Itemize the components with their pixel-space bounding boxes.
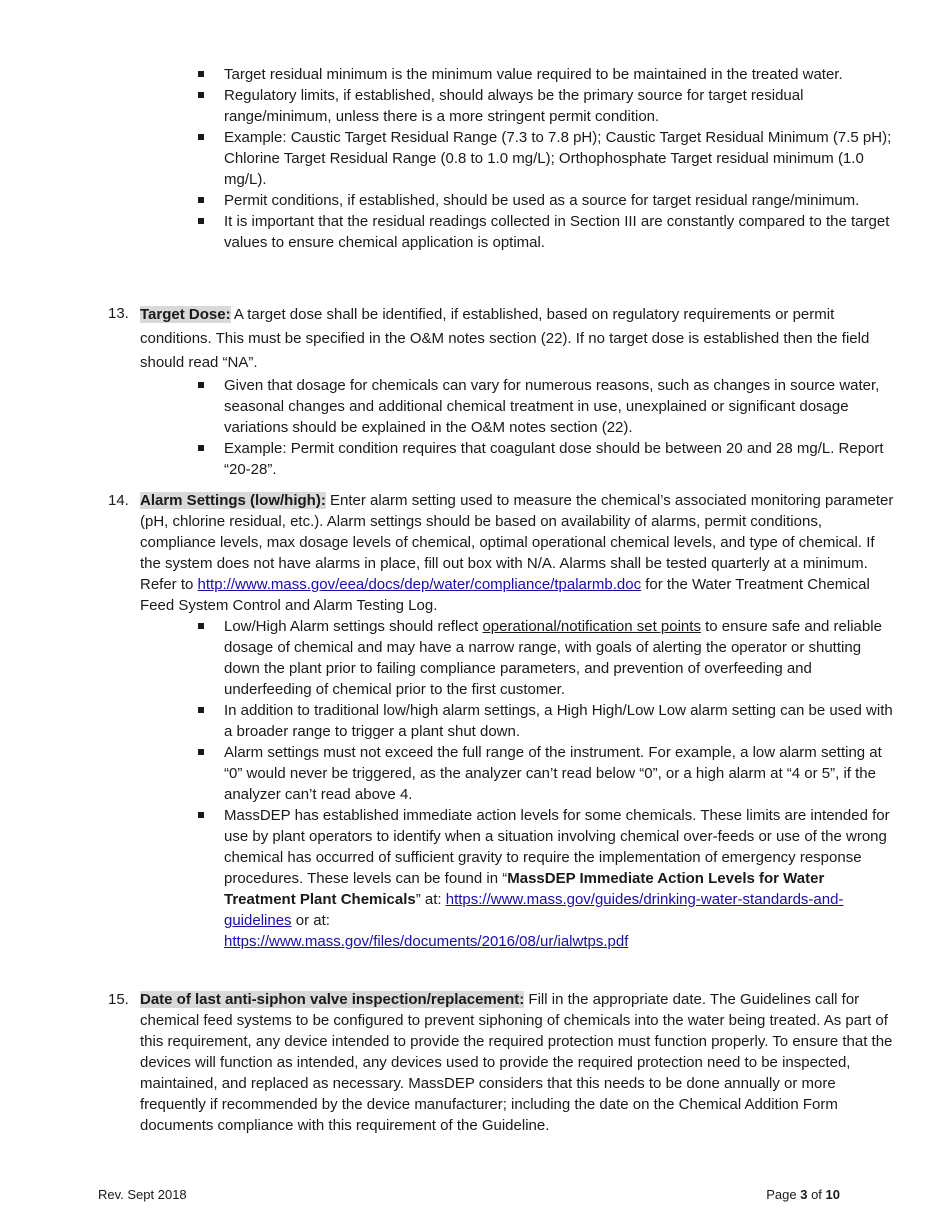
total-pages: 10 [825,1187,840,1202]
list-item: Regulatory limits, if established, should always be the primary source for target residual range/minimum, unless there is a more stringent permit condition. [196,85,896,127]
residual-bullet-list [196,64,896,253]
item-text: Enter alarm setting used to measure the chemical’s associated monitoring parameter (pH, chlorine residual, etc.). Alarm settings should be based on availability of alarms, permit conditions, compliance levels, max dosage levels of chemical, optimal operational chemical levels, and type of chemical. If the system does not have alarms in place, fill out box with N/A. Alarms shall be tested quarterly at a minimum. Refer to [140,492,894,593]
list-item: It is important that the residual readings collected in Section III are constantly compared to the target values to ensure chemical application is optimal. [196,211,896,253]
list-item: Low/High Alarm settings should reflect operational/notification set points to ensure safe and reliable dosage of chemical and may have a narrow range, with goals of alerting the operator or shutting down the plant prior to failing compliance parameters, and prevention of overfeeding and underfeeding of chemical prior to the first customer. [196,616,896,700]
page-number-footer: Page 3 of 10 [766,1187,840,1202]
list-item: Given that dosage for chemicals can vary for numerous reasons, such as changes in source water, seasonal changes and additional chemical treatment in use, unexplained or significant dosage variations should be explained in the O&M notes section (22). [196,375,896,438]
list-item: MassDEP has established immediate action levels for some chemicals. These limits are intended for use by plant operators to identify when a situation involving chemical over-feeds or use of the wrong chemical has occurred of sufficient gravity to require the implementation of emergency response procedures. These levels can be found in “MassDEP Immediate Action Levels for Water Treatment Plant Chemicals” at: https://www.mass.gov/guides/drinking-water-standards-and-guidelines or at: https://www.mass.gov/files/documents/2016/08/ur/ialwtps.pdf [196,805,896,952]
item-heading: Alarm Settings (low/high): [140,492,326,509]
current-page: 3 [800,1187,808,1202]
drinking-water-standards-link[interactable]: https://www.mass.gov/guides/drinking-water-standards-and-guidelines [224,891,844,929]
list-item: Alarm settings must not exceed the full range of the instrument. For example, a low alarm setting at “0” would never be triggered, as the analyzer can’t read below “0”, or a high alarm at “4 or 5”, if the analyzer can’t read above 4. [196,742,896,805]
item-15-anti-siphon [108,989,898,1136]
list-item: Example: Caustic Target Residual Range (7.3 to 7.8 pH); Caustic Target Residual Minimum (7.5 pH); Chlorine Target Residual Range (0.8 to 1.0 mg/L); Orthophosphate Target residual minimum (1.0 mg/L). [196,127,896,190]
ialwtps-pdf-link[interactable]: https://www.mass.gov/files/documents/2016/08/ur/ialwtps.pdf [224,933,629,950]
list-item: Example: Permit condition requires that coagulant dose should be between 20 and 28 mg/L. Report “20-28”. [196,438,896,480]
alarm-bullet-list [196,616,896,952]
target-dose-bullet-list [196,375,896,480]
item-14-alarm-settings [108,490,898,616]
item-number: 14. [108,492,129,509]
alarm-testing-log-link[interactable]: http://www.mass.gov/eea/docs/dep/water/compliance/tpalarmb.doc [197,576,642,593]
item-heading: Target Dose: [140,306,231,323]
list-item: In addition to traditional low/high alarm settings, a High High/Low Low alarm setting can be used with a broader range to trigger a plant shut down. [196,700,896,742]
list-item: Target residual minimum is the minimum value required to be maintained in the treated water. [196,64,896,85]
item-heading: Date of last anti-siphon valve inspection/replacement: [140,991,525,1008]
revision-footer: Rev. Sept 2018 [98,1187,187,1202]
item-text: for the Water Treatment Chemical Feed System Control and Alarm Testing Log. [140,576,870,614]
list-item: Permit conditions, if established, should be used as a source for target residual range/minimum. [196,190,896,211]
item-13-target-dose [108,303,898,375]
item-text: A target dose shall be identified, if established, based on regulatory requirements or permit conditions. This must be specified in the O&M notes section (22). If no target dose is established then the field should read “NA”. [140,306,870,371]
item-number: 13. [108,305,129,322]
item-text: Fill in the appropriate date. The Guidelines call for chemical feed systems to be configured to prevent siphoning of chemicals into the water being treated. As part of this requirement, any device intended to provide the required protection must function properly. To ensure that the devices will function as intended, any devices used to provide the required protection need to be inspected, maintained, and replaced as necessary. MassDEP considers that this needs to be done annually or more frequently if recommended by the device manufacturer; including the date on the Chemical Addition Form documents compliance with this requirement of the Guideline. [140,991,893,1134]
item-number: 15. [108,991,129,1008]
